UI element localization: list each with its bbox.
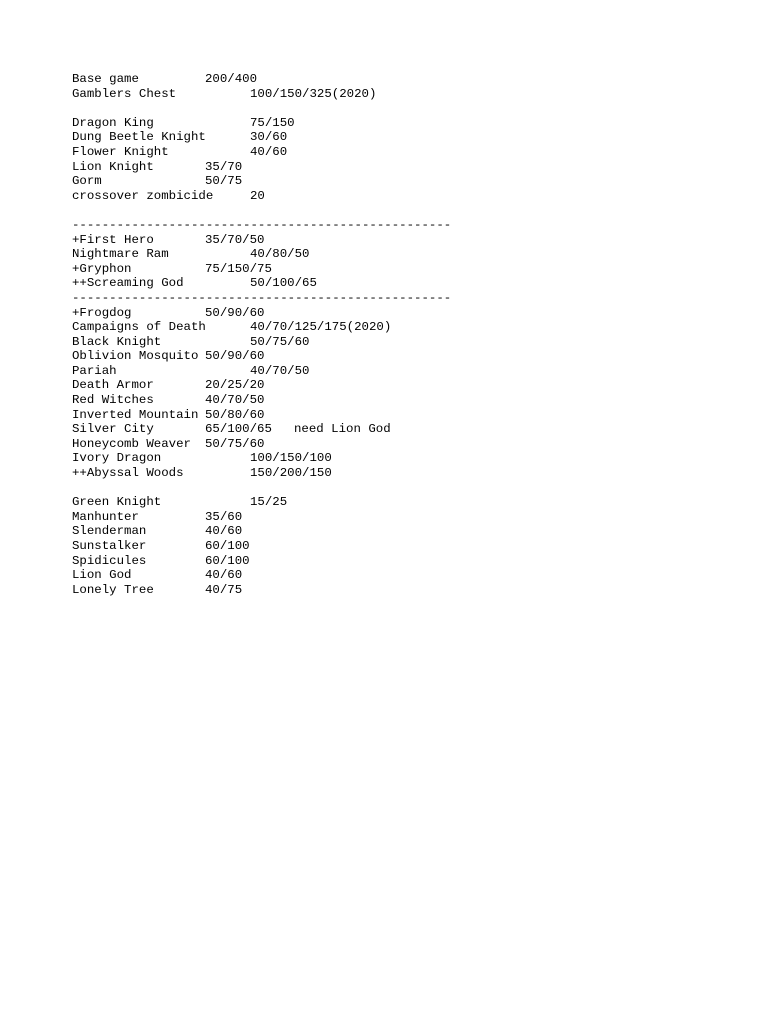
item-price: 50/80/60 [205,407,265,422]
divider-line [72,218,712,233]
item-price: 75/150 [250,115,295,130]
item-price: 50/90/60 [205,349,265,364]
list-item [72,160,712,175]
item-name: Lonely Tree [72,582,154,597]
list-item [72,247,712,262]
item-price: 100/150/100 [250,451,332,466]
item-name: +First Hero [72,232,154,247]
item-price: 200/400 [205,72,258,86]
item-price: 40/60 [205,524,243,539]
list-item [72,320,712,335]
list-item [72,524,712,539]
list-item [72,364,712,379]
item-price: 35/70/50 [205,232,265,247]
item-price: 75/150/75 [205,261,272,276]
item-price: 50/100/65 [250,276,317,291]
list-item [72,393,712,408]
item-price: 20/25/20 [205,378,265,393]
item-name: Sunstalker [72,539,147,553]
item-name: Red Witches [72,393,154,408]
list-item [72,72,712,87]
list-item [72,306,712,321]
list-item [72,233,712,248]
item-price: 15/25 [250,495,288,510]
item-price: 40/75 [205,582,243,597]
item-price: 60/100 [205,539,250,553]
divider-dashes: --------------------------------------------------- [72,217,452,232]
item-price: 20 [250,188,265,203]
item-name: Base game [72,72,139,86]
list-item [72,262,712,277]
item-price: 35/70 [205,159,243,174]
item-name: Flower Knight [72,144,169,159]
item-name: Green Knight [72,495,162,510]
item-name: ++Abyssal Woods [72,466,184,481]
list-item [72,583,712,598]
list-item [72,378,712,393]
list-item [72,174,712,189]
item-name: Inverted Mountain [72,407,199,422]
blank-line [72,203,712,218]
item-price: 40/60 [205,568,243,583]
item-name: Slenderman [72,524,147,539]
list-item [72,189,712,204]
list-item [72,116,712,131]
item-price: 50/75/60 [250,334,310,349]
item-name: Oblivion Mosquito [72,349,199,364]
item-price: 30/60 [250,130,288,145]
item-name: Ivory Dragon [72,451,162,466]
item-price: 35/60 [205,509,243,524]
item-price: 40/70/50 [250,363,310,378]
item-price: 50/75 [205,174,243,189]
list-item [72,408,712,423]
list-item [72,335,712,350]
item-name: Nightmare Ram [72,247,169,262]
list-item [72,539,712,554]
list-item [72,451,712,466]
item-price: 40/80/50 [250,247,310,262]
item-name: Lion Knight [72,159,154,174]
item-name: Honeycomb Weaver [72,436,191,451]
blank-line [72,481,712,496]
item-name: +Gryphon [72,261,132,276]
item-name: crossover zombicide [72,188,214,203]
list-item [72,422,712,437]
list-item [72,87,712,102]
item-price: 65/100/65 [205,422,272,437]
list-item [72,554,712,569]
list-item [72,145,712,160]
divider-dashes: --------------------------------------------------- [72,290,452,305]
list-item [72,349,712,364]
item-note: need Lion God [294,422,391,437]
list-item [72,130,712,145]
item-name: Campaigns of Death [72,320,206,335]
item-name: Manhunter [72,509,139,524]
item-name: Silver City [72,422,154,437]
item-name: Dung Beetle Knight [72,130,206,145]
list-item [72,437,712,452]
item-name: Gorm [72,174,102,189]
item-name: ++Screaming God [72,276,184,291]
item-name: +Frogdog [72,305,132,320]
item-price: 100/150/325(2020) [250,86,377,101]
list-item [72,466,712,481]
item-price: 40/60 [250,144,288,159]
blank-line [72,101,712,116]
divider-line [72,291,712,306]
list-item [72,495,712,510]
item-price: 40/70/50 [205,393,265,408]
item-name: Dragon King [72,115,154,130]
price-list-document [72,72,712,597]
item-name: Pariah [72,363,117,378]
list-item [72,510,712,525]
item-price: 150/200/150 [250,466,332,481]
item-price: 50/90/60 [205,305,265,320]
item-price: 60/100 [205,553,250,568]
list-item [72,276,712,291]
item-name: Lion God [72,568,132,583]
item-price: 50/75/60 [205,436,265,451]
list-item [72,568,712,583]
item-name: Death Armor [72,378,154,393]
item-name: Spidicules [72,553,147,568]
item-name: Gamblers Chest [72,86,177,101]
item-price: 40/70/125/175(2020) [250,320,392,335]
item-name: Black Knight [72,334,162,349]
